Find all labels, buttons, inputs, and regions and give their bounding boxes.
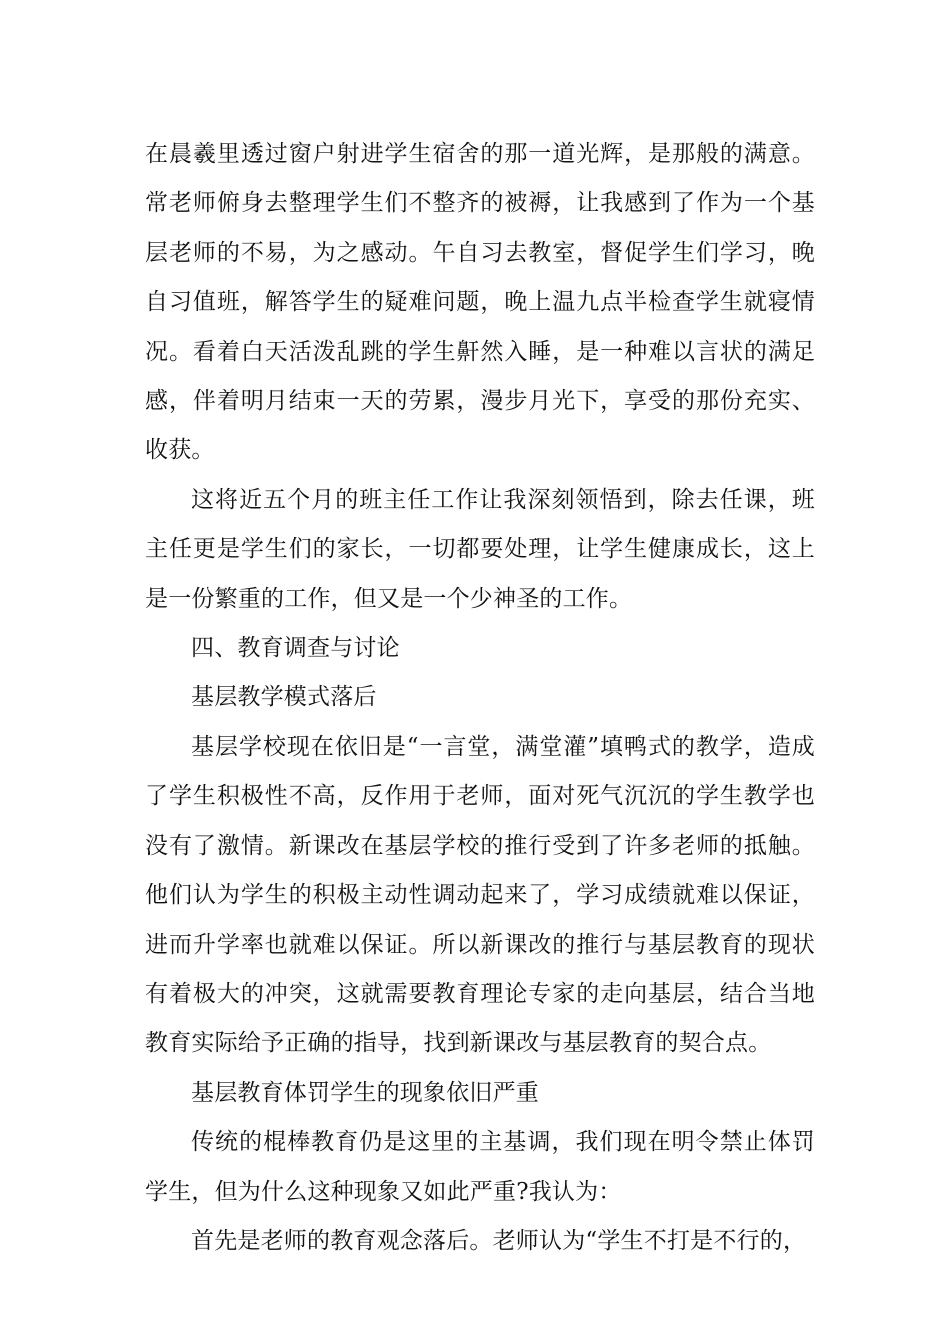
paragraph-teaching-mode: 基层学校现在依旧是“一言堂，满堂灌”填鸭式的教学，造成了学生积极性不高，反作用于老师，面对死气沉沉的学生教学也没有了激情。新课改在基层学校的推行受到了许多老师的抵触。他们认为学生的积极主动性调动起来了，学习成绩就难以保证，进而升学率也就难以保证。所以新课改的推行与基层教育的现状有着极大的冲突，这就需要教育理论专家的走向基层，结合当地教育实际给予正确的指导，找到新课改与基层教育的契合点。 bbox=[145, 733, 815, 1057]
paragraph-head-teacher-reflection: 这将近五个月的班主任工作让我深刻领悟到，除去任课，班主任更是学生们的家长，一切都要处理，让学生健康成长，这上是一份繁重的工作，但又是一个少神圣的工作。 bbox=[145, 486, 815, 612]
section-heading-education-survey: 四、教育调查与讨论 bbox=[191, 635, 400, 662]
subheading-outdated-teaching-mode: 基层教学模式落后 bbox=[191, 684, 377, 711]
paragraph-corporal-punishment-question: 传统的棍棒教育仍是这里的主基调，我们现在明令禁止体罚学生，但为什么这种现象又如此严重?我认为： bbox=[145, 1129, 815, 1205]
paragraph-dormitory-duty: 在晨羲里透过窗户射进学生宿舍的那一道光辉，是那般的满意。常老师俯身去整理学生们不整齐的被褥，让我感到了作为一个基层老师的不易，为之感动。午自习去教室，督促学生们学习，晚自习值班，解答学生的疑难问题，晚上温九点半检查学生就寝情况。看着白天活泼乱跳的学生鼾然入睡，是一种难以言状的满足感，伴着明月结束一天的劳累，漫步月光下，享受的那份充实、收获。 bbox=[145, 141, 815, 464]
paragraph-teacher-concepts: 首先是老师的教育观念落后。老师认为“学生不打是不行的， bbox=[191, 1227, 807, 1254]
subheading-corporal-punishment: 基层教育体罚学生的现象依旧严重 bbox=[191, 1079, 539, 1106]
document-body bbox=[145, 130, 815, 1266]
